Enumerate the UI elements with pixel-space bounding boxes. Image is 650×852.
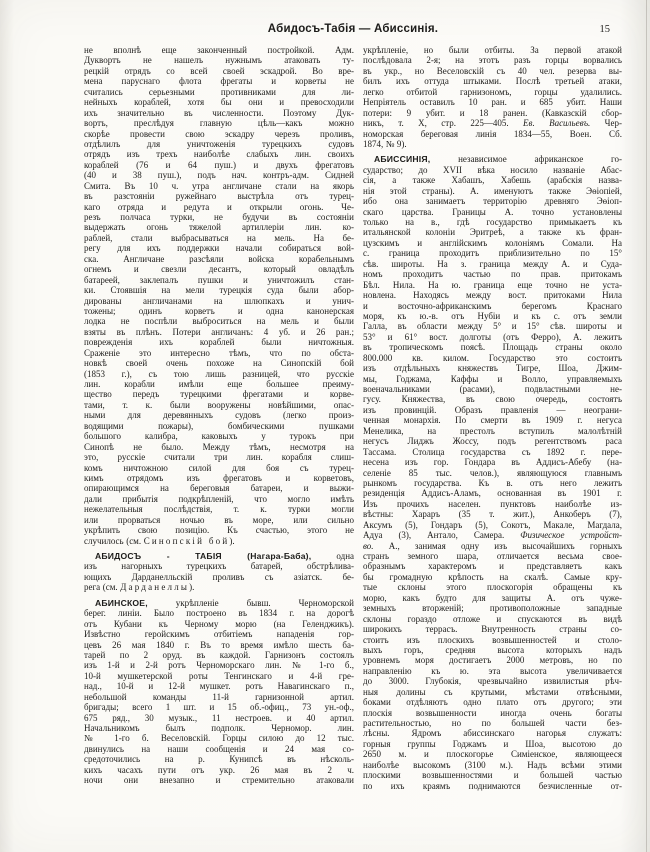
text-line: моря, къ ю.-в. отъ Нубіи и къ с. отъ земли bbox=[363, 310, 622, 321]
text-line: дали прибытія подкрѣпленій, что могло имѣть bbox=[84, 493, 354, 504]
text-line: огнемъ и свезли десантъ, который овладѣлъ bbox=[84, 264, 354, 275]
text-line: наиболѣе высокомъ (3100 м.). Надъ всѣми этими bbox=[363, 759, 622, 770]
text-line: АБИССИНІЯ, независимое африканское го- bbox=[374, 154, 622, 165]
text-line: сія, а также Хабашъ, Хабешь (арабскія назва- bbox=[363, 175, 622, 186]
text-line: 800.000 кв. килом. Государство это состоитъ bbox=[363, 352, 622, 363]
text-line: 10-й мушкетерской роты Тенгинскаго и 4-й гре- bbox=[84, 670, 354, 681]
text-line: склоны гораздо отложе и спускаются въ видѣ bbox=[363, 613, 622, 624]
text-line: Непріятель оставилъ 10 ран. и 685 убит. Наши bbox=[363, 97, 622, 108]
text-body bbox=[84, 45, 622, 791]
text-line: мы, Годжама, Каффы и Волло, управляемыхъ bbox=[363, 373, 622, 384]
text-line: скаго царства. Границы А. точно установлены bbox=[363, 206, 622, 217]
entry-headword: АБИДОСЪ - ТАБІЯ (Нагара-Баба), bbox=[95, 551, 312, 561]
styled-text: Физическое устройст- bbox=[520, 530, 622, 541]
page-number: 15 bbox=[599, 24, 610, 35]
text-line: вѣстны: Хараръ (35 т. жит.), Анкоберъ (7), bbox=[363, 509, 622, 520]
text-line: большого калибра, каковыхъ у турокъ при bbox=[84, 431, 354, 442]
text-line: кимъ отрядомъ изъ фрегатовъ и корветовъ, bbox=[84, 472, 354, 483]
text-line: кихъ часахъ пути отъ укр. 26 мая въ 2 ч. bbox=[84, 764, 354, 775]
text-line: выхъ горъ, средняя высота которыхъ надъ bbox=[363, 644, 622, 655]
text-line: берег. линіи. Было построено въ 1834 г. на дорогѣ bbox=[84, 608, 354, 619]
paragraph bbox=[363, 45, 622, 149]
text-line: номъ проходитъ частью по прав. притокамъ bbox=[363, 269, 622, 280]
text-line: 53° и 61° вост. долготы (отъ Ферро), А. лежитъ bbox=[363, 331, 622, 342]
styled-text: Ев. Васильевъ. bbox=[523, 118, 591, 129]
text-line: направленію къ ю. эта высота увеличивается bbox=[363, 665, 622, 676]
running-title: Абидосъ-Табія — Абиссинія. bbox=[267, 23, 439, 35]
text-line: Менелика, на престолъ вступилъ малолѣтній bbox=[363, 425, 622, 436]
text-line: водящими пожары), бомбическими пушками bbox=[84, 420, 354, 431]
text-line: щество передъ турецкими фрегатами и корве- bbox=[84, 389, 354, 400]
text-line: комъ ничтожною силой для боя съ турец- bbox=[84, 462, 354, 473]
text-line: военачальниками (расами), подвластными не- bbox=[363, 384, 622, 394]
text-line: ныя долины съ крутыми, мѣстами отвѣсными, bbox=[363, 686, 622, 697]
text-line: цузскимъ и англійскимъ колоніямъ Сомали. На bbox=[363, 237, 622, 248]
page-header bbox=[84, 23, 622, 39]
text-line: ченная монархія. По смерти въ 1909 г. негуса bbox=[363, 415, 622, 426]
text-line: новлена. Находясь между вост. притоками Нила bbox=[363, 290, 622, 301]
text-line: 2650 м. и плоскогорье Симіенское, являющееся bbox=[363, 749, 622, 760]
text-line: АБИНСКОЕ, укрѣпленіе бывш. Черноморской bbox=[95, 597, 354, 608]
text-line: каго отряда и редута и открыли огонь. Че- bbox=[84, 201, 354, 212]
text-line: потери: 9 убит. и 18 ранен. (Кавказскій сбор- bbox=[363, 107, 622, 118]
text-line: выдержать огонь тяжелой артиллеріи лин. ко- bbox=[84, 222, 354, 233]
text-line: въ разстояніи ружейнаго выстрѣла отъ турец- bbox=[84, 191, 354, 202]
text-line: Тассама. Столица государства съ 1892 г. пере- bbox=[363, 446, 622, 457]
text-line: отрядъ изъ трехъ наиболѣе слабыхъ лин. своихъ bbox=[84, 149, 354, 160]
entry-headword: АБИССИНІЯ, bbox=[374, 154, 431, 165]
text-line: кораблей (76 и 64 пуш.) и двухъ фрегатовъ bbox=[84, 159, 354, 170]
text-line: Сраженіе это интересно тѣмъ, что по обста- bbox=[84, 347, 354, 358]
text-line: укрѣпить свою позицію. Къ счастью, этого не bbox=[84, 525, 354, 536]
text-line: лодка не поспѣли выброситься на мель и были bbox=[84, 316, 354, 327]
text-line: рецкій отрядъ со всей своей эскадрой. Во вре- bbox=[84, 65, 354, 76]
text-line: сударство; до XVII вѣка носило названіе Абас- bbox=[363, 164, 622, 175]
text-line: Начальникомъ былъ подполк. Черномор. лин. bbox=[84, 723, 354, 733]
text-line: несена изъ гор. Гондара въ Аддисъ-Абебу (на- bbox=[363, 457, 622, 468]
paragraph bbox=[84, 598, 354, 786]
text-line: поврежденія ихъ кораблей были ничтожныя. bbox=[84, 337, 354, 348]
text-line: изъ провинцій. Образъ правленія — неограни- bbox=[363, 404, 622, 415]
text-line: послѣдовала 2-я; на этотъ разъ горцы ворвались bbox=[363, 55, 622, 66]
text-line: Галла, въ области между 5° и 15° сѣв. широты и bbox=[363, 321, 622, 332]
paragraph bbox=[84, 45, 354, 546]
text-line: считались серьезными противниками для ли- bbox=[84, 86, 354, 97]
text-line: по ихъ краямъ поднимаются безчисленные от- bbox=[363, 780, 622, 791]
text-line: странъ земного шара, отличается весьма свое- bbox=[363, 551, 622, 561]
text-line: средоточились на р. Кунипсѣ въ нѣсколь- bbox=[84, 754, 354, 765]
column-right bbox=[363, 45, 622, 791]
text-line: въ укр., но Веселовскій съ 40 чел. резерва вы- bbox=[363, 65, 622, 76]
text-line: тожены; одинъ корветъ и одна канонерская bbox=[84, 305, 354, 316]
text-line: легко отбитой гарнизономъ, горцы удалились. bbox=[363, 86, 622, 97]
text-line: въ тропическомъ поясѣ. Площадь страны около bbox=[363, 342, 622, 353]
text-line: двинулись на наши сообщенія и 24 мая со- bbox=[84, 743, 354, 754]
text-line: это, русскіе считали три лин. корабля слиш- bbox=[84, 452, 354, 463]
text-line: билъ ихъ оттуда штыками. Послѣ третьей атаки, bbox=[363, 76, 622, 87]
text-line: гусу. Княжества, въ свою очередь, состоятъ bbox=[363, 394, 622, 405]
text-line: негусъ Лиджъ Жоссу, подъ регентствомъ раса bbox=[363, 436, 622, 447]
text-line: Синопѣ не было. Между тѣмъ, несмотря на bbox=[84, 441, 354, 452]
entry-headword: АБИНСКОЕ, bbox=[95, 597, 148, 608]
text-line: регу для ихъ поддержки начали собираться вой- bbox=[84, 243, 354, 254]
text-line: нежелательныя послѣдствія, т. к. турки могли bbox=[84, 504, 354, 515]
text-line: ки. Стоявшія на мели турецкія суда были абор- bbox=[84, 285, 354, 296]
text-line: скорѣе провести свою эскадру черезъ проливъ, bbox=[84, 128, 354, 139]
text-line: боками отдѣляютъ одно плато отъ другого; эти bbox=[363, 697, 622, 708]
text-line: бригады; всего 1 шт. и 15 об.-офиц., 73 ун.-оф., bbox=[84, 702, 354, 713]
text-line: ска. Англичане разсѣяли войска корабельнымъ bbox=[84, 253, 354, 264]
text-line: вортъ, преслѣдуя главную цѣль—какъ можно bbox=[84, 118, 354, 129]
paragraph bbox=[363, 154, 622, 791]
text-line: изъ 1-й и 2-й ротъ Черноморскаго лин. № 1-го б., bbox=[84, 660, 354, 671]
text-line: лѣсны. Ядромъ абиссинскаго нагорья служатъ: bbox=[363, 728, 622, 739]
text-line: уровнемъ моря достигаетъ 2000 метровъ, но по bbox=[363, 655, 622, 666]
text-line: селеніе 85 тыс. челов.), являющуюся главнымъ bbox=[363, 467, 622, 478]
text-line: или прорваться ночью въ море, или сильно bbox=[84, 514, 354, 525]
text-line: изъ отдѣльныхъ княжествъ Тигре, Шоа, Джим- bbox=[363, 363, 622, 374]
column-left bbox=[84, 45, 354, 791]
text-line: нейныхъ кораблей, хотя бы они и превосходили bbox=[84, 97, 354, 108]
text-line: Смита. Въ 10 ч. утра англичане стали на якорь bbox=[84, 180, 354, 191]
text-line: рега (см. Дарданеллы). bbox=[84, 582, 195, 593]
paragraph bbox=[84, 551, 354, 593]
text-line: батареей, заклепалъ пушки и уничтожилъ стан- bbox=[84, 274, 354, 285]
text-line: и восточно-африканскимъ берегомъ Краснаго bbox=[363, 300, 622, 311]
text-line: Адуа (3), Антало, Самера. Физическое устройст- bbox=[363, 530, 622, 541]
text-line: резиденція Аддисъ-Аламъ, основанная въ 1901 г. bbox=[363, 488, 622, 499]
text-line: с. граница проходитъ приблизительно по 15° bbox=[363, 248, 622, 259]
text-line: рынкомъ государства. Къ в. отъ него лежитъ bbox=[363, 477, 622, 488]
text-line: ночи они внезапно и стремительно атаковали bbox=[84, 775, 354, 786]
text-line: стоитъ изъ плоскихъ возвышенностей и столо- bbox=[363, 634, 622, 645]
text-line: резъ полчаса турки, не будучи въ состояніи bbox=[84, 212, 354, 222]
text-line: раблей, стали выбрасываться на мель. На бе- bbox=[84, 232, 354, 243]
text-line: 1874, № 9). bbox=[363, 138, 407, 149]
text-line: до 3000. Глубокія, чрезвычайно извилистыя рѣч- bbox=[363, 676, 622, 687]
text-line: только на в., гдѣ государство примыкаетъ къ bbox=[363, 217, 622, 227]
text-line: опирающимся на береговыя батареи, и выжи- bbox=[84, 483, 354, 494]
text-line: номорская береговая линія 1834—55, Воен. Сб. bbox=[363, 128, 622, 139]
text-line: небольшой команды 11-й гарнизонной артил. bbox=[84, 691, 354, 702]
text-line: тые склоны этого плоскогорія обращены къ bbox=[363, 582, 622, 593]
text-line: отъ Кубани къ Черному морю (на Геленджикъ). bbox=[84, 618, 354, 629]
text-line: ихъ значительно въ численности. Поэтому Дук- bbox=[84, 107, 354, 118]
text-line: ными для деревянныхъ судовъ (легко произ- bbox=[84, 410, 354, 421]
text-line: не вполнѣ еще законченный постройкой. Адм. bbox=[84, 45, 354, 55]
text-line: итальянской колоніи Эритреѣ, а также къ фран- bbox=[363, 227, 622, 238]
text-line: № 1-го б. Веселовскій. Горцы силою до 12 тыс. bbox=[84, 733, 354, 744]
text-line: (40 и 38 пуш.), подъ нач. контръ-адм. Сидней bbox=[84, 170, 354, 181]
text-line: ющихъ Дарданелльскій проливъ съ азіатск. бе- bbox=[84, 571, 354, 582]
text-line: нія этой страны). А. именуютъ также Эѳіопіей, bbox=[363, 185, 622, 196]
text-line: Бѣл. Нила. На ю. граница еще точно не уста- bbox=[363, 279, 622, 290]
styled-text: Дарданеллы bbox=[120, 582, 190, 593]
text-line: мена паруснаго флота фрегаты и корветы не bbox=[84, 76, 354, 87]
text-line: Изъ прочихъ населен. пунктовъ наиболѣе из- bbox=[363, 498, 622, 509]
text-line: земныхъ вторженій; противоположные западные bbox=[363, 603, 622, 614]
text-line: укрѣпленіе, но были отбиты. За первой атакой bbox=[363, 45, 622, 55]
text-line: сѣв. широты. На з. граница между А. и Суда- bbox=[363, 258, 622, 269]
styled-text: Синопскій бой bbox=[143, 535, 230, 546]
text-line: новкѣ своей очень похоже на Синопскій бой bbox=[84, 358, 354, 369]
text-line: во. А., занимая одну изъ высочайшихъ горныхъ bbox=[363, 540, 622, 551]
text-line: ибо она занимаетъ территорію древняго Эѳіоп- bbox=[363, 196, 622, 207]
text-line: 675 ряд., 30 музык., 11 нестроев. и 40 артил. bbox=[84, 712, 354, 723]
text-line: тами, т. к. были вооружены новѣйшими, опас- bbox=[84, 399, 354, 410]
text-line: лин. корабли имѣли еще большее преиму- bbox=[84, 379, 354, 389]
text-line: плоскія возвышенности иногда очень богаты bbox=[363, 707, 622, 718]
text-line: морю, какъ будто для защиты А. отъ чуже- bbox=[363, 592, 622, 603]
text-line: Извѣстно геройскимъ отбитіемъ нападенія гор- bbox=[84, 629, 354, 640]
text-line: плоскими возвышенностями и большей частью bbox=[363, 770, 622, 781]
text-line: случилось (см. Синопскій бой). bbox=[84, 535, 235, 546]
text-line: никъ, т. X, стр. 225—405. Ев. Васильевъ. Чер- bbox=[363, 118, 622, 129]
text-line: взяты въ плѣнъ. Потери англичанъ: 4 уб. и 26 ран.; bbox=[84, 326, 354, 337]
text-line: отдѣлилъ для уничтоженія турецкихъ судовъ bbox=[84, 138, 354, 149]
text-line: дированы англичанами на шлюпкахъ и унич- bbox=[84, 295, 354, 306]
text-line: образнымъ характеромъ и представляетъ какъ bbox=[363, 561, 622, 572]
text-line: тарей по 2 оруд. въ каждой. Гарнизонъ состоялъ bbox=[84, 649, 354, 660]
text-line: цевъ 26 мая 1840 г. Въ то время имѣло шесть ба- bbox=[84, 639, 354, 650]
text-line: Дуквортъ не нашелъ нужнымъ атаковать ту- bbox=[84, 55, 354, 66]
text-line: над., 10-й и 12-й мушкет. ротъ Навагинскаго п., bbox=[84, 681, 354, 692]
text-line: широкихъ террасъ. Внутренность страны со- bbox=[363, 624, 622, 635]
text-line: бы громадную крѣпость на скалѣ. Самые кру- bbox=[363, 571, 622, 582]
text-line: изъ нагорныхъ турецкихъ батарей, обстрѣлива- bbox=[84, 561, 354, 572]
text-line: АБИДОСЪ - ТАБІЯ (Нагара-Баба), одна bbox=[95, 551, 354, 561]
styled-text: во. bbox=[363, 540, 374, 551]
text-line: (1853 г.), съ тою лишь разницей, что русскіе bbox=[84, 368, 354, 379]
text-line: горныя группы Годжамъ и Шоа, высотою до bbox=[363, 738, 622, 749]
text-line: Аксумъ (5), Гондаръ (5), Сокотъ, Макале, Магдала, bbox=[363, 519, 622, 530]
text-line: растительностью, но по большей части без- bbox=[363, 718, 622, 728]
